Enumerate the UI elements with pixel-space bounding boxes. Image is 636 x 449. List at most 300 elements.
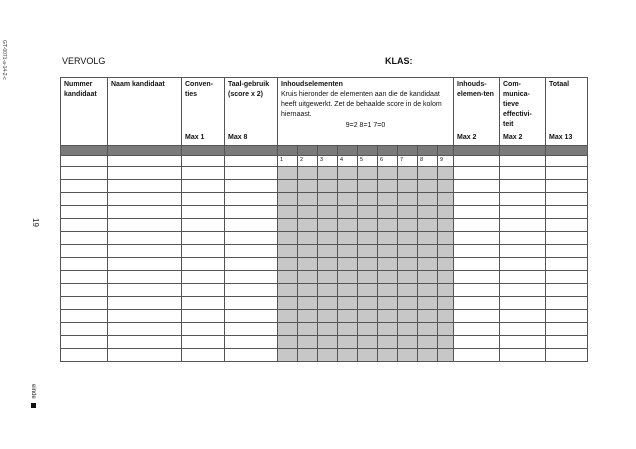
element-checkbox-cell[interactable] (378, 206, 398, 219)
element-checkbox-cell[interactable] (378, 258, 398, 271)
bar-cell (108, 146, 182, 156)
element-checkbox-cell[interactable] (418, 323, 438, 336)
entry-cell[interactable] (500, 336, 546, 349)
element-checkbox-cell[interactable] (338, 271, 358, 284)
element-checkbox-cell[interactable] (438, 336, 454, 349)
entry-cell[interactable] (500, 219, 546, 232)
entry-cell[interactable] (500, 167, 546, 180)
table-row (61, 349, 588, 362)
element-checkbox-cell[interactable] (318, 258, 338, 271)
element-checkbox-cell[interactable] (438, 297, 454, 310)
score-table (60, 77, 588, 362)
element-checkbox-cell[interactable] (438, 232, 454, 245)
entry-cell[interactable] (500, 349, 546, 362)
table-row (61, 271, 588, 284)
entry-cell[interactable] (500, 232, 546, 245)
element-checkbox-cell[interactable] (378, 310, 398, 323)
element-checkbox-cell[interactable] (278, 219, 298, 232)
element-checkbox-cell[interactable] (278, 193, 298, 206)
entry-cell[interactable] (182, 271, 225, 284)
element-checkbox-cell[interactable] (398, 336, 418, 349)
entry-cell[interactable] (500, 310, 546, 323)
entry-cell[interactable] (61, 180, 108, 193)
element-checkbox-cell[interactable] (378, 167, 398, 180)
element-checkbox-cell[interactable] (338, 284, 358, 297)
element-checkbox-cell[interactable] (338, 232, 358, 245)
entry-cell[interactable] (61, 284, 108, 297)
bar-cell (500, 146, 546, 156)
element-checkbox-cell[interactable] (358, 336, 378, 349)
blank-cell (108, 156, 182, 167)
element-checkbox-cell[interactable] (298, 232, 318, 245)
entry-cell[interactable] (454, 297, 500, 310)
document-code: GT-0071-a-14-2-c (1, 40, 7, 80)
entry-cell[interactable] (500, 193, 546, 206)
entry-cell[interactable] (546, 219, 588, 232)
taalgebruik-note: (score x 2) (228, 91, 264, 98)
element-checkbox-cell[interactable] (438, 271, 454, 284)
entry-cell[interactable] (108, 232, 182, 245)
bar-cell (546, 146, 588, 156)
element-checkbox-cell[interactable] (298, 219, 318, 232)
element-checkbox-cell[interactable] (338, 193, 358, 206)
entry-cell[interactable] (108, 206, 182, 219)
element-checkbox-cell[interactable] (338, 349, 358, 362)
element-checkbox-cell[interactable] (338, 310, 358, 323)
element-checkbox-cell[interactable] (318, 284, 338, 297)
element-checkbox-cell[interactable] (358, 323, 378, 336)
element-checkbox-cell[interactable] (338, 206, 358, 219)
entry-cell[interactable] (454, 245, 500, 258)
entry-cell[interactable] (546, 297, 588, 310)
bar-cell (438, 146, 454, 156)
element-checkbox-cell[interactable] (358, 258, 378, 271)
element-checkbox-cell[interactable] (338, 297, 358, 310)
element-checkbox-cell[interactable] (398, 180, 418, 193)
entry-cell[interactable] (182, 180, 225, 193)
entry-cell[interactable] (546, 284, 588, 297)
header-taalgebruik: Taal-gebruik (score x 2) Max 8 (225, 78, 278, 146)
element-checkbox-cell[interactable] (278, 336, 298, 349)
element-checkbox-cell[interactable] (398, 258, 418, 271)
element-checkbox-cell[interactable] (418, 310, 438, 323)
element-checkbox-cell[interactable] (418, 271, 438, 284)
element-checkbox-cell[interactable] (358, 297, 378, 310)
entry-cell[interactable] (182, 323, 225, 336)
element-checkbox-cell[interactable] (318, 219, 338, 232)
blank-cell (225, 156, 278, 167)
bar-cell (318, 146, 338, 156)
element-checkbox-cell[interactable] (438, 284, 454, 297)
header-naam: Naam kandidaat (108, 78, 182, 146)
entry-cell[interactable] (454, 206, 500, 219)
element-number-2: 2 (298, 156, 318, 167)
element-checkbox-cell[interactable] (278, 232, 298, 245)
element-checkbox-cell[interactable] (298, 245, 318, 258)
element-checkbox-cell[interactable] (338, 180, 358, 193)
element-checkbox-cell[interactable] (438, 323, 454, 336)
entry-cell[interactable] (225, 310, 278, 323)
entry-cell[interactable] (182, 284, 225, 297)
element-checkbox-cell[interactable] (418, 180, 438, 193)
entry-cell[interactable] (225, 180, 278, 193)
table-row (61, 167, 588, 180)
entry-cell[interactable] (108, 297, 182, 310)
element-checkbox-cell[interactable] (418, 245, 438, 258)
entry-cell[interactable] (61, 206, 108, 219)
header-nummer: Nummer kandidaat (61, 78, 108, 146)
bar-cell (454, 146, 500, 156)
element-checkbox-cell[interactable] (298, 336, 318, 349)
end-label: einde (30, 384, 36, 399)
entry-cell[interactable] (61, 258, 108, 271)
element-checkbox-cell[interactable] (358, 349, 378, 362)
element-checkbox-cell[interactable] (298, 193, 318, 206)
entry-cell[interactable] (500, 284, 546, 297)
entry-cell[interactable] (108, 336, 182, 349)
element-checkbox-cell[interactable] (418, 258, 438, 271)
entry-cell[interactable] (182, 349, 225, 362)
entry-cell[interactable] (182, 206, 225, 219)
element-checkbox-cell[interactable] (418, 297, 438, 310)
entry-cell[interactable] (108, 258, 182, 271)
element-checkbox-cell[interactable] (378, 336, 398, 349)
entry-cell[interactable] (108, 310, 182, 323)
bar-cell (338, 146, 358, 156)
entry-cell[interactable] (225, 206, 278, 219)
entry-cell[interactable] (182, 336, 225, 349)
header-totaal: Totaal Max 13 (546, 78, 588, 146)
entry-cell[interactable] (454, 193, 500, 206)
entry-cell[interactable] (225, 232, 278, 245)
element-checkbox-cell[interactable] (418, 284, 438, 297)
entry-cell[interactable] (108, 193, 182, 206)
element-checkbox-cell[interactable] (398, 193, 418, 206)
entry-cell[interactable] (225, 245, 278, 258)
element-checkbox-cell[interactable] (418, 349, 438, 362)
element-checkbox-cell[interactable] (338, 219, 358, 232)
entry-cell[interactable] (500, 180, 546, 193)
element-checkbox-cell[interactable] (378, 245, 398, 258)
element-checkbox-cell[interactable] (278, 258, 298, 271)
element-checkbox-cell[interactable] (318, 323, 338, 336)
entry-cell[interactable] (500, 297, 546, 310)
element-checkbox-cell[interactable] (358, 206, 378, 219)
entry-cell[interactable] (61, 310, 108, 323)
blank-cell (454, 156, 500, 167)
entry-cell[interactable] (61, 323, 108, 336)
element-checkbox-cell[interactable] (358, 193, 378, 206)
table-row (61, 206, 588, 219)
element-checkbox-cell[interactable] (358, 180, 378, 193)
entry-cell[interactable] (61, 219, 108, 232)
entry-cell[interactable] (182, 297, 225, 310)
entry-cell[interactable] (454, 232, 500, 245)
element-checkbox-cell[interactable] (318, 180, 338, 193)
entry-cell[interactable] (225, 336, 278, 349)
element-checkbox-cell[interactable] (358, 245, 378, 258)
element-checkbox-cell[interactable] (438, 206, 454, 219)
table-row (61, 232, 588, 245)
element-checkbox-cell[interactable] (278, 180, 298, 193)
header-inhouds-score: Inhouds-elemen-ten Max 2 (454, 78, 500, 146)
element-checkbox-cell[interactable] (398, 167, 418, 180)
element-checkbox-cell[interactable] (338, 167, 358, 180)
element-number-9: 9 (438, 156, 454, 167)
entry-cell[interactable] (225, 297, 278, 310)
element-checkbox-cell[interactable] (398, 323, 418, 336)
element-checkbox-cell[interactable] (298, 180, 318, 193)
element-checkbox-cell[interactable] (398, 232, 418, 245)
entry-cell[interactable] (108, 284, 182, 297)
bar-cell (182, 146, 225, 156)
element-checkbox-cell[interactable] (278, 297, 298, 310)
element-checkbox-cell[interactable] (338, 323, 358, 336)
element-checkbox-cell[interactable] (278, 245, 298, 258)
element-checkbox-cell[interactable] (398, 310, 418, 323)
element-checkbox-cell[interactable] (398, 245, 418, 258)
element-checkbox-cell[interactable] (278, 323, 298, 336)
element-checkbox-cell[interactable] (278, 206, 298, 219)
element-checkbox-cell[interactable] (418, 219, 438, 232)
element-checkbox-cell[interactable] (318, 310, 338, 323)
element-checkbox-cell[interactable] (278, 310, 298, 323)
entry-cell[interactable] (61, 245, 108, 258)
element-checkbox-cell[interactable] (378, 271, 398, 284)
element-checkbox-cell[interactable] (398, 219, 418, 232)
entry-cell[interactable] (182, 193, 225, 206)
entry-cell[interactable] (546, 258, 588, 271)
page-title: VERVOLG (62, 56, 106, 66)
entry-cell[interactable] (61, 336, 108, 349)
entry-cell[interactable] (454, 284, 500, 297)
entry-cell[interactable] (546, 349, 588, 362)
table-row (61, 336, 588, 349)
element-checkbox-cell[interactable] (358, 219, 378, 232)
element-checkbox-cell[interactable] (418, 193, 438, 206)
entry-cell[interactable] (225, 219, 278, 232)
entry-cell[interactable] (454, 271, 500, 284)
element-checkbox-cell[interactable] (438, 219, 454, 232)
table-row (61, 245, 588, 258)
entry-cell[interactable] (454, 310, 500, 323)
element-checkbox-cell[interactable] (358, 284, 378, 297)
element-checkbox-cell[interactable] (298, 349, 318, 362)
entry-cell[interactable] (546, 245, 588, 258)
element-checkbox-cell[interactable] (438, 349, 454, 362)
element-checkbox-cell[interactable] (378, 180, 398, 193)
element-checkbox-cell[interactable] (278, 167, 298, 180)
element-checkbox-cell[interactable] (358, 167, 378, 180)
element-checkbox-cell[interactable] (338, 245, 358, 258)
element-checkbox-cell[interactable] (318, 206, 338, 219)
element-checkbox-cell[interactable] (318, 193, 338, 206)
table-row (61, 284, 588, 297)
page-number: 19 (31, 218, 40, 227)
element-checkbox-cell[interactable] (378, 219, 398, 232)
entry-cell[interactable] (225, 323, 278, 336)
element-checkbox-cell[interactable] (438, 167, 454, 180)
header-conventies: Conven-ties Max 1 (182, 78, 225, 146)
element-checkbox-cell[interactable] (298, 258, 318, 271)
element-checkbox-cell[interactable] (298, 271, 318, 284)
entry-cell[interactable] (500, 323, 546, 336)
entry-cell[interactable] (500, 271, 546, 284)
element-checkbox-cell[interactable] (318, 232, 338, 245)
bar-cell (378, 146, 398, 156)
entry-cell[interactable] (546, 167, 588, 180)
blank-cell (182, 156, 225, 167)
entry-cell[interactable] (500, 206, 546, 219)
bar-cell (298, 146, 318, 156)
table-row (61, 258, 588, 271)
element-checkbox-cell[interactable] (438, 258, 454, 271)
element-checkbox-cell[interactable] (278, 284, 298, 297)
element-numbers-row (61, 156, 588, 167)
element-checkbox-cell[interactable] (378, 349, 398, 362)
inhoud-scoring: 9=2 8=1 7=0 (345, 122, 386, 129)
entry-cell[interactable] (546, 206, 588, 219)
element-number-6: 6 (378, 156, 398, 167)
entry-cell[interactable] (225, 193, 278, 206)
element-checkbox-cell[interactable] (398, 297, 418, 310)
entry-cell[interactable] (225, 284, 278, 297)
element-checkbox-cell[interactable] (398, 284, 418, 297)
element-checkbox-cell[interactable] (318, 336, 338, 349)
max-taalgebruik: Max 8 (228, 134, 248, 141)
max-totaal: Max 13 (549, 134, 573, 141)
entry-cell[interactable] (454, 336, 500, 349)
entry-cell[interactable] (454, 258, 500, 271)
element-checkbox-cell[interactable] (418, 167, 438, 180)
element-checkbox-cell[interactable] (358, 310, 378, 323)
element-checkbox-cell[interactable] (438, 193, 454, 206)
entry-cell[interactable] (182, 245, 225, 258)
klas-label: KLAS: (385, 56, 413, 66)
element-checkbox-cell[interactable] (298, 310, 318, 323)
element-checkbox-cell[interactable] (338, 336, 358, 349)
header-inhoudselementen (278, 78, 454, 146)
entry-cell[interactable] (454, 349, 500, 362)
entry-cell[interactable] (225, 349, 278, 362)
table-row (61, 310, 588, 323)
entry-cell[interactable] (454, 219, 500, 232)
entry-cell[interactable] (108, 180, 182, 193)
element-number-4: 4 (338, 156, 358, 167)
element-checkbox-cell[interactable] (438, 310, 454, 323)
entry-cell[interactable] (61, 349, 108, 362)
entry-cell[interactable] (225, 167, 278, 180)
element-checkbox-cell[interactable] (298, 167, 318, 180)
element-checkbox-cell[interactable] (278, 271, 298, 284)
entry-cell[interactable] (61, 232, 108, 245)
element-checkbox-cell[interactable] (378, 323, 398, 336)
entry-cell[interactable] (182, 219, 225, 232)
separator-bar (61, 146, 588, 156)
element-checkbox-cell[interactable] (358, 232, 378, 245)
element-checkbox-cell[interactable] (338, 258, 358, 271)
entry-cell[interactable] (546, 271, 588, 284)
element-checkbox-cell[interactable] (318, 271, 338, 284)
element-checkbox-cell[interactable] (438, 180, 454, 193)
element-checkbox-cell[interactable] (378, 232, 398, 245)
entry-cell[interactable] (546, 180, 588, 193)
element-checkbox-cell[interactable] (318, 167, 338, 180)
max-communicatieve: Max 2 (503, 134, 523, 141)
entry-cell[interactable] (108, 219, 182, 232)
entry-cell[interactable] (61, 193, 108, 206)
entry-cell[interactable] (500, 245, 546, 258)
element-checkbox-cell[interactable] (438, 245, 454, 258)
element-checkbox-cell[interactable] (378, 297, 398, 310)
element-checkbox-cell[interactable] (298, 297, 318, 310)
entry-cell[interactable] (182, 167, 225, 180)
element-checkbox-cell[interactable] (418, 232, 438, 245)
entry-cell[interactable] (500, 258, 546, 271)
element-checkbox-cell[interactable] (318, 349, 338, 362)
entry-cell[interactable] (61, 297, 108, 310)
bar-cell (278, 146, 298, 156)
bar-cell (398, 146, 418, 156)
element-number-8: 8 (418, 156, 438, 167)
element-checkbox-cell[interactable] (378, 193, 398, 206)
entry-cell[interactable] (225, 258, 278, 271)
entry-cell[interactable] (182, 232, 225, 245)
element-checkbox-cell[interactable] (398, 271, 418, 284)
entry-cell[interactable] (546, 193, 588, 206)
element-checkbox-cell[interactable] (378, 284, 398, 297)
blank-cell (500, 156, 546, 167)
entry-cell[interactable] (182, 310, 225, 323)
max-inhouds: Max 2 (457, 134, 477, 141)
element-checkbox-cell[interactable] (318, 297, 338, 310)
element-checkbox-cell[interactable] (398, 206, 418, 219)
element-checkbox-cell[interactable] (278, 349, 298, 362)
entry-cell[interactable] (61, 167, 108, 180)
element-checkbox-cell[interactable] (398, 349, 418, 362)
table-row (61, 193, 588, 206)
element-checkbox-cell[interactable] (318, 245, 338, 258)
entry-cell[interactable] (454, 167, 500, 180)
entry-cell[interactable] (108, 245, 182, 258)
entry-cell[interactable] (108, 271, 182, 284)
end-marker (30, 384, 36, 408)
entry-cell[interactable] (454, 180, 500, 193)
element-checkbox-cell[interactable] (298, 284, 318, 297)
entry-cell[interactable] (454, 323, 500, 336)
element-number-1: 1 (278, 156, 298, 167)
entry-cell[interactable] (546, 336, 588, 349)
entry-cell[interactable] (546, 310, 588, 323)
entry-cell[interactable] (225, 271, 278, 284)
entry-cell[interactable] (546, 323, 588, 336)
inhoud-description: Kruis hieronder de elementen aan die de kandidaat heeft uitgewerkt. Zet de behaalde score in de kolom hiernaast. (281, 91, 442, 118)
entry-cell[interactable] (182, 258, 225, 271)
entry-cell[interactable] (546, 232, 588, 245)
element-checkbox-cell[interactable] (418, 336, 438, 349)
header-row (61, 78, 588, 146)
element-checkbox-cell[interactable] (298, 323, 318, 336)
max-conventies: Max 1 (185, 134, 205, 141)
table-row (61, 219, 588, 232)
entry-cell[interactable] (108, 323, 182, 336)
element-checkbox-cell[interactable] (358, 271, 378, 284)
element-checkbox-cell[interactable] (298, 206, 318, 219)
entry-cell[interactable] (108, 167, 182, 180)
entry-cell[interactable] (108, 349, 182, 362)
entry-cell[interactable] (61, 271, 108, 284)
element-checkbox-cell[interactable] (418, 206, 438, 219)
